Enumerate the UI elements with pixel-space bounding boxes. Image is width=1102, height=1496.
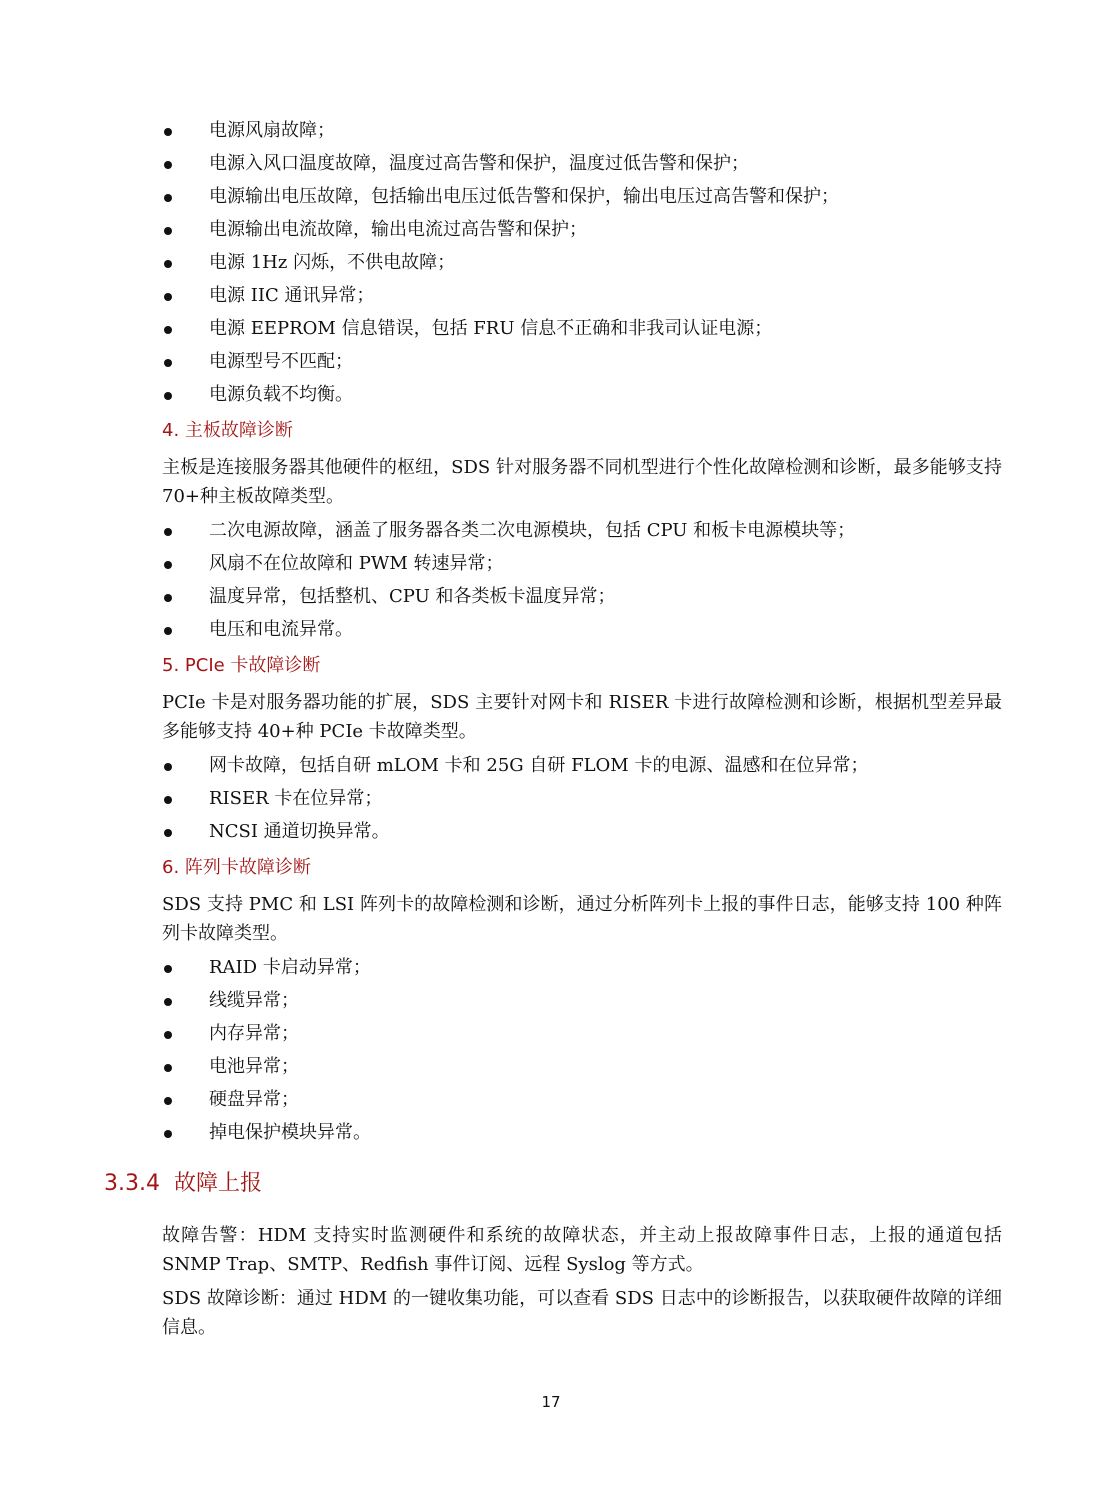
list-item: 内存异常； xyxy=(0,1017,1102,1050)
bullet-dot-icon xyxy=(164,359,172,367)
bullet-dot-icon xyxy=(164,227,172,235)
list-item: 电源 1Hz 闪烁，不供电故障； xyxy=(0,246,1102,279)
list-item: NCSI 通道切换异常。 xyxy=(0,815,1102,848)
list-item: 线缆异常； xyxy=(0,984,1102,1017)
bullet-dot-icon xyxy=(164,392,172,400)
power-fault-list xyxy=(0,114,1102,411)
fault-alarm-paragraph: 故障告警：HDM 支持实时监测硬件和系统的故障状态，并主动上报故障事件日志，上报的通道包括 SNMP Trap、SMTP、Redfish 事件订阅、远程 Syslog 等方式。 xyxy=(162,1225,1002,1275)
list-item: 电源输出电流故障，输出电流过高告警和保护； xyxy=(0,213,1102,246)
section-heading-raid: 6. 阵列卡故障诊断 xyxy=(162,857,311,878)
list-item: 电源入风口温度故障，温度过高告警和保护，温度过低告警和保护； xyxy=(0,147,1102,180)
list-item: 电源负载不均衡。 xyxy=(0,378,1102,411)
list-item: 电源型号不匹配； xyxy=(0,345,1102,378)
motherboard-fault-list xyxy=(0,514,1102,646)
bullet-dot-icon xyxy=(164,998,172,1006)
list-item: RAID 卡启动异常； xyxy=(0,951,1102,984)
bullet-dot-icon xyxy=(164,326,172,334)
bullet-dot-icon xyxy=(164,627,172,635)
bullet-dot-icon xyxy=(164,528,172,536)
bullet-dot-icon xyxy=(164,128,172,136)
raid-fault-list xyxy=(0,951,1102,1149)
bullet-dot-icon xyxy=(164,829,172,837)
list-item: 风扇不在位故障和 PWM 转速异常； xyxy=(0,547,1102,580)
list-item: 电池异常； xyxy=(0,1050,1102,1083)
section-title-text: 故障上报 xyxy=(173,1171,262,1196)
section-number: 3.3.4 xyxy=(104,1171,160,1196)
bullet-dot-icon xyxy=(164,1097,172,1105)
page-number: 17 xyxy=(541,1393,561,1411)
list-item: 网卡故障，包括自研 mLOM 卡和 25G 自研 FLOM 卡的电源、温感和在位异常； xyxy=(0,749,1102,782)
motherboard-paragraph: 主板是连接服务器其他硬件的枢纽，SDS 针对服务器不同机型进行个性化故障检测和诊断，最多能够支持 70+种主板故障类型。 xyxy=(162,457,1002,507)
list-item: 电源 EEPROM 信息错误，包括 FRU 信息不正确和非我司认证电源； xyxy=(0,312,1102,345)
bullet-dot-icon xyxy=(164,796,172,804)
section-heading-motherboard: 4. 主板故障诊断 xyxy=(162,420,293,441)
bullet-dot-icon xyxy=(164,194,172,202)
pcie-paragraph: PCIe 卡是对服务器功能的扩展，SDS 主要针对网卡和 RISER 卡进行故障检测和诊断，根据机型差异最多能够支持 40+种 PCIe 卡故障类型。 xyxy=(162,692,1002,742)
bullet-dot-icon xyxy=(164,161,172,169)
bullet-dot-icon xyxy=(164,260,172,268)
list-item: 电源 IIC 通讯异常； xyxy=(0,279,1102,312)
bullet-dot-icon xyxy=(164,594,172,602)
bullet-dot-icon xyxy=(164,1064,172,1072)
bullet-dot-icon xyxy=(164,965,172,973)
sds-diagnosis-paragraph: SDS 故障诊断：通过 HDM 的一键收集功能，可以查看 SDS 日志中的诊断报告，以获取硬件故障的详细信息。 xyxy=(162,1288,1002,1338)
list-item: 电源风扇故障； xyxy=(0,114,1102,147)
bullet-dot-icon xyxy=(164,293,172,301)
bullet-dot-icon xyxy=(164,763,172,771)
list-item: 电源输出电压故障，包括输出电压过低告警和保护，输出电压过高告警和保护； xyxy=(0,180,1102,213)
list-item: 温度异常，包括整机、CPU 和各类板卡温度异常； xyxy=(0,580,1102,613)
bullet-dot-icon xyxy=(164,1031,172,1039)
section-heading-pcie: 5. PCIe 卡故障诊断 xyxy=(162,655,321,676)
pcie-fault-list xyxy=(0,749,1102,848)
list-item: 硬盘异常； xyxy=(0,1083,1102,1116)
list-item: 二次电源故障，涵盖了服务器各类二次电源模块，包括 CPU 和板卡电源模块等； xyxy=(0,514,1102,547)
list-item: 电压和电流异常。 xyxy=(0,613,1102,646)
section-title-fault-reporting xyxy=(104,1168,262,1200)
bullet-dot-icon xyxy=(164,561,172,569)
bullet-dot-icon xyxy=(164,1130,172,1138)
list-item: 掉电保护模块异常。 xyxy=(0,1116,1102,1149)
list-item: RISER 卡在位异常； xyxy=(0,782,1102,815)
raid-paragraph: SDS 支持 PMC 和 LSI 阵列卡的故障检测和诊断，通过分析阵列卡上报的事件日志，能够支持 100 种阵列卡故障类型。 xyxy=(162,894,1002,944)
